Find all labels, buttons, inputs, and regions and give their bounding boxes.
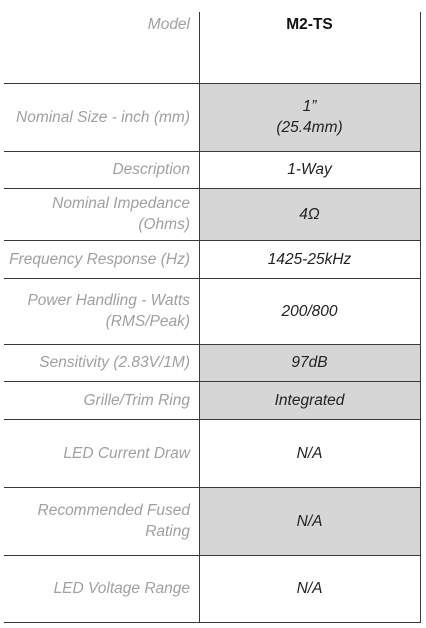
spec-row xyxy=(0,151,426,188)
row-divider xyxy=(4,419,421,420)
spec-row xyxy=(0,487,426,555)
row-divider xyxy=(4,622,421,623)
spec-row xyxy=(0,278,426,344)
row-divider xyxy=(4,188,421,189)
spec-label-line: Sensitivity (2.83V/1M) xyxy=(39,354,190,371)
spec-value-line: N/A xyxy=(296,512,323,530)
spec-row xyxy=(0,83,426,151)
model-value: M2-TS xyxy=(286,16,333,33)
spec-label-line: Frequency Response (Hz) xyxy=(9,250,190,268)
spec-row xyxy=(0,555,426,622)
spec-label xyxy=(0,240,192,278)
spec-label-line: (Ohms) xyxy=(138,216,190,233)
spec-label-line: Grille/Trim Ring xyxy=(83,391,190,409)
spec-value xyxy=(199,151,420,188)
spec-value xyxy=(199,381,420,419)
spec-value xyxy=(199,278,420,344)
spec-label-line: Nominal Impedance xyxy=(52,195,190,212)
spec-value-line: 1” xyxy=(302,98,317,115)
row-divider xyxy=(4,555,421,556)
row-divider xyxy=(4,381,421,382)
column-divider-right xyxy=(420,12,421,622)
spec-label-line: Description xyxy=(112,161,190,178)
spec-row xyxy=(0,344,426,381)
spec-value-line: 1-Way xyxy=(287,161,332,178)
spec-value xyxy=(199,83,420,151)
spec-row xyxy=(0,188,426,240)
spec-value-line: N/A xyxy=(296,444,323,462)
spec-value-line: N/A xyxy=(296,580,323,597)
model-label: Model xyxy=(147,16,190,33)
spec-label xyxy=(0,344,192,381)
spec-value xyxy=(199,419,420,487)
spec-value-line: (25.4mm) xyxy=(276,119,343,136)
spec-label xyxy=(0,278,192,344)
spec-row xyxy=(0,381,426,419)
spec-value-line: 97dB xyxy=(291,354,328,371)
spec-value-line: 4Ω xyxy=(299,205,320,223)
spec-label xyxy=(0,555,192,622)
spec-value-line: Integrated xyxy=(274,391,345,409)
spec-label-line: Recommended Fused xyxy=(37,502,190,519)
spec-value xyxy=(199,555,420,622)
spec-label-line: LED Current Draw xyxy=(63,444,190,462)
column-divider-left xyxy=(199,12,200,622)
spec-value xyxy=(199,188,420,240)
spec-label-line: Power Handling - Watts xyxy=(27,292,190,309)
spec-label-line: (RMS/Peak) xyxy=(105,313,190,330)
spec-label xyxy=(0,151,192,188)
spec-value xyxy=(199,240,420,278)
row-divider xyxy=(4,487,421,488)
spec-value-line: 1425-25kHz xyxy=(267,250,352,268)
spec-label xyxy=(0,83,192,151)
spec-label-line: LED Voltage Range xyxy=(53,580,190,597)
row-divider xyxy=(4,151,421,152)
spec-label-line: Nominal Size - inch (mm) xyxy=(16,108,190,126)
spec-value-line: 200/800 xyxy=(281,302,338,320)
spec-row xyxy=(0,240,426,278)
row-divider xyxy=(4,83,421,84)
spec-label-line: Rating xyxy=(145,523,190,540)
row-divider xyxy=(4,344,421,345)
spec-value xyxy=(199,344,420,381)
spec-label xyxy=(0,188,192,240)
spec-label xyxy=(0,419,192,487)
row-divider xyxy=(4,240,421,241)
row-divider xyxy=(4,278,421,279)
spec-label xyxy=(0,487,192,555)
spec-value xyxy=(199,487,420,555)
spec-label xyxy=(0,381,192,419)
spec-row xyxy=(0,419,426,487)
